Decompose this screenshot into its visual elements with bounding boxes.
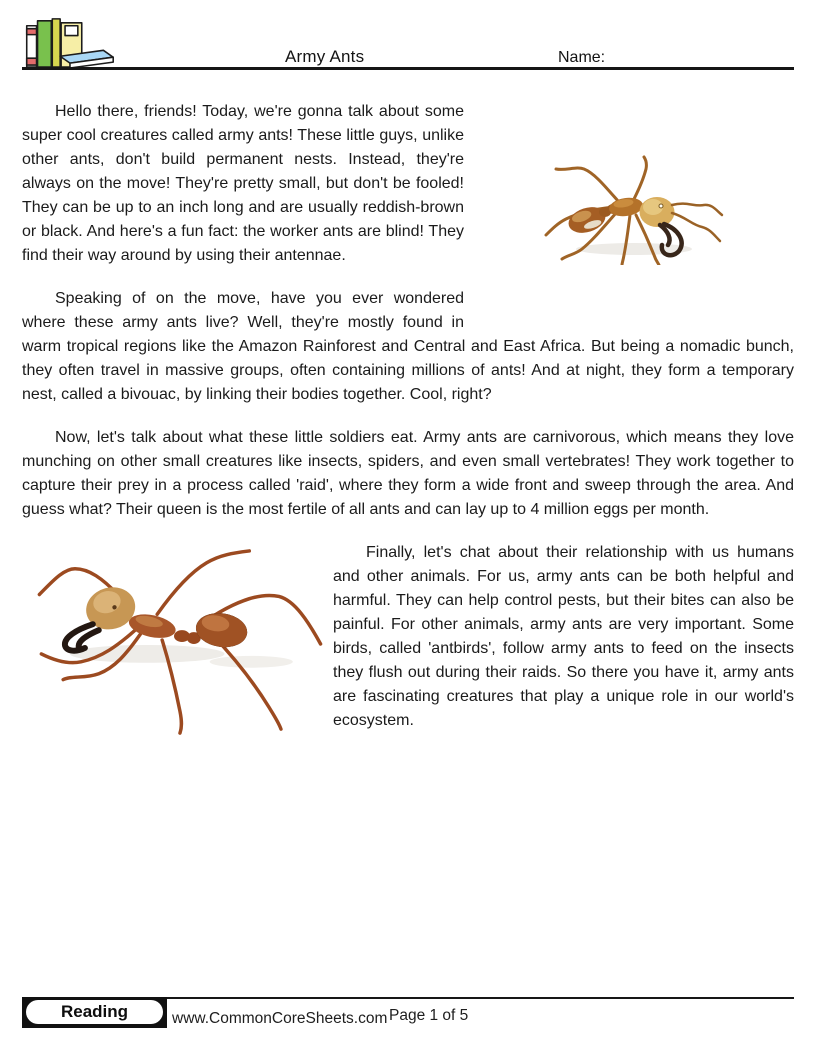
subject-badge-label: Reading xyxy=(26,1000,163,1024)
reading-passage xyxy=(22,100,794,752)
subject-badge xyxy=(22,997,167,1028)
paragraph-4: Finally, let's chat about their relationship with us humans and other animals. For us, army ants can be both helpful and harmful. They can help control pests, but their bites can also be painful. For other animals, army ants are very important. Some birds, called 'antbirds', follow army ants to feed on the insects they flush out during their raids. So there you have it, army ants are fascinating creatures that play a unique role in our world's ecosystem. xyxy=(333,544,794,729)
name-field-label: Name: xyxy=(558,49,606,66)
worksheet-title: Army Ants xyxy=(285,47,365,66)
header-divider xyxy=(22,67,794,70)
website-text: www.CommonCoreSheets.com xyxy=(172,1010,388,1027)
army-ant-photo-left xyxy=(22,541,333,743)
paragraph-2: Speaking of on the move, have you ever wondered where these army ants live? Well, they're mostly found in warm tropical regions like the Amazon Rainforest and Central and East Africa. But being a nomadic bunch, they often travel in massive groups, often containing millions of ants! And at night, they form a temporary nest, called a bivouac, by linking their bodies together. Cool, right? xyxy=(22,290,794,403)
paragraph-3: Now, let's talk about what these little soldiers eat. Army ants are carnivorous, which means they love munching on other small creatures like insects, spiders, and even small vertebrates! They work together to capture their prey in a process called 'raid', where they form a wide front and sweep through the area. And guess what? Their queen is the most fertile of all ants and can lay up to 4 million eggs per month. xyxy=(22,429,794,518)
army-ant-photo-right xyxy=(464,100,794,330)
books-logo-icon xyxy=(22,12,114,69)
paragraph-1: Hello there, friends! Today, we're gonna talk about some super cool creatures called army ants! These little guys, unlike other ants, don't build permanent nests. Instead, they're always on the move! They're pretty small, but don't be fooled! They can be up to an inch long and are usually reddish-brown or black. And here's a fun fact: the worker ants are blind! They find their way around by using their antennae. xyxy=(22,103,464,264)
page-number: Page 1 of 5 xyxy=(389,1007,469,1024)
army-ant-left-icon xyxy=(22,543,333,743)
army-ant-right-icon xyxy=(542,155,727,265)
